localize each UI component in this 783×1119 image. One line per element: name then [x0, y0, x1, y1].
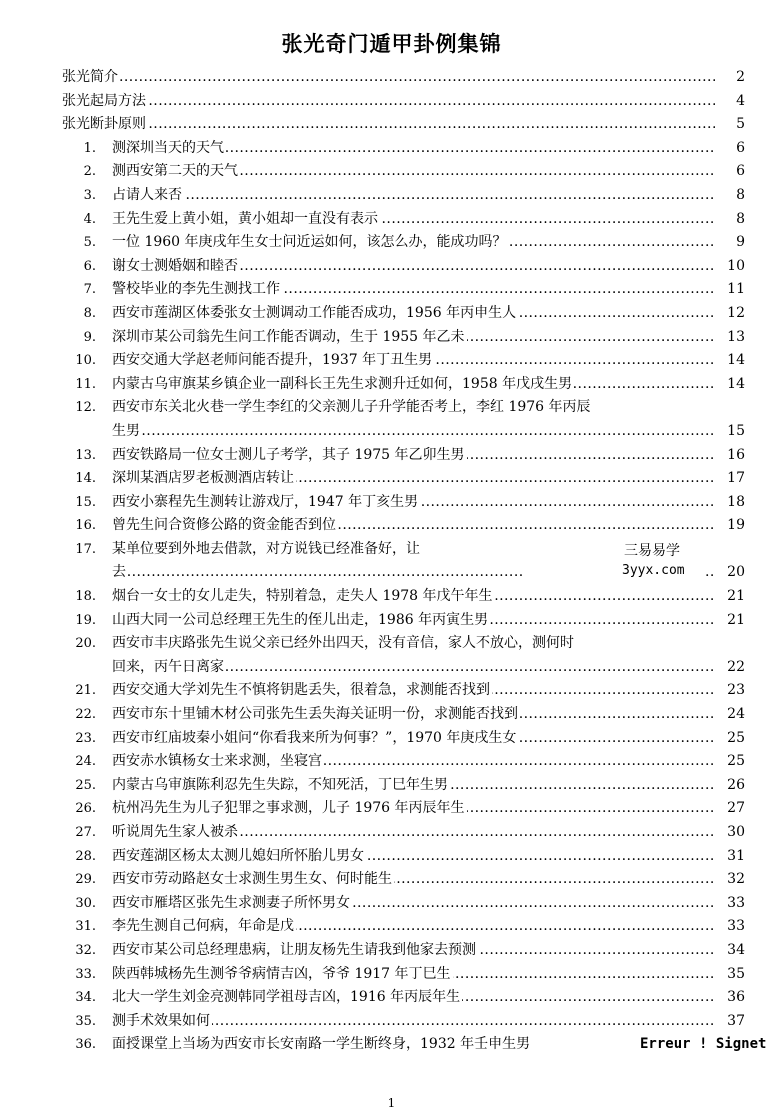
toc-entry-number: 3. [83, 187, 96, 203]
toc-page-number: 6 [715, 137, 745, 161]
toc-entry-text-cont[interactable]: 回来，丙午日离家 [112, 658, 224, 675]
toc-entry-row[interactable] [0, 467, 783, 491]
toc-entry-row[interactable] [0, 491, 783, 515]
toc-entry-number: 1. [83, 140, 96, 156]
toc-error-reference: Erreur ! Signet [640, 1033, 766, 1057]
toc-entry-text[interactable]: 王先生爱上黄小姐，黄小姐却一直没有表示 [112, 210, 378, 227]
toc-entry-body [112, 632, 745, 656]
toc-page-number: 32 [715, 868, 745, 892]
toc-entry-row[interactable] [0, 868, 783, 892]
toc-page-number: 33 [715, 915, 745, 939]
toc-page-number: 20 [715, 561, 745, 585]
toc-page-number: 11 [715, 278, 745, 302]
toc-leader-dots [70, 90, 743, 114]
toc-entry-text[interactable]: 西安交通大学赵老师问能否提升，1937 年丁丑生男 [112, 352, 433, 369]
toc-page-number: 8 [715, 208, 745, 232]
toc-entry-row[interactable] [0, 373, 783, 397]
toc-entry-text[interactable]: 西安市某公司总经理患病，让朋友杨先生请我到他家去预测 [112, 941, 476, 958]
toc-page-number: 37 [715, 1010, 745, 1034]
toc-entry-row[interactable] [0, 821, 783, 845]
toc-entry-text[interactable]: 西安市莲湖区体委张女士测调动工作能否成功，1956 年丙申生人 [112, 304, 517, 321]
toc-entry-row[interactable] [0, 255, 783, 279]
toc-page-number: 36 [715, 986, 745, 1010]
watermark-text: 三易易学 [624, 543, 680, 559]
toc-page-number: 30 [715, 821, 745, 845]
toc-entry-row[interactable] [0, 609, 783, 633]
toc-entry-row[interactable] [0, 1033, 783, 1057]
toc-entry-number: 33. [75, 966, 96, 982]
toc-page-number: 21 [715, 609, 745, 633]
toc-entry-text[interactable]: 深圳市某公司翁先生问工作能否调动，生于 1955 年乙未 [112, 328, 465, 345]
toc-page-number: 2 [715, 66, 745, 90]
toc-entry-number: 25. [75, 777, 96, 793]
document-title: 张光奇门遁甲卦例集锦 [281, 32, 502, 56]
toc-page-number: 35 [715, 963, 745, 987]
toc-page-number: 14 [715, 373, 745, 397]
toc-entry-row[interactable] [0, 797, 783, 821]
toc-entry-row[interactable] [0, 349, 783, 373]
toc-entry-row[interactable] [0, 986, 783, 1010]
toc-entry-row[interactable] [0, 396, 783, 443]
toc-entry-number: 23. [75, 730, 96, 746]
toc-entry-text[interactable]: 北大一学生刘金亮测韩同学祖母吉凶，1916 年丙辰年生 [112, 989, 461, 1006]
toc-page-number: 13 [715, 326, 745, 350]
toc-page-number: 25 [715, 727, 745, 751]
toc-entry-text[interactable]: 深圳某酒店罗老板测酒店转让 [112, 470, 294, 487]
toc-entry-row[interactable] [0, 208, 783, 232]
toc-entry-text[interactable]: 谢女士测婚姻和睦否 [112, 257, 238, 274]
toc-entry-number: 28. [75, 848, 96, 864]
toc-entry-text[interactable]: 西安交通大学刘先生不慎将钥匙丢失，很着急，求测能否找到 [112, 682, 490, 699]
toc-page-number: 19 [715, 514, 745, 538]
toc-entry-number: 4. [83, 211, 96, 227]
toc-leader-dots [112, 420, 743, 444]
toc-entry-text[interactable]: 曾先生问合资修公路的资金能否到位 [112, 517, 336, 534]
toc-section-text[interactable]: 张光简介 [62, 69, 118, 85]
toc-page-number: 24 [715, 703, 745, 727]
toc-entry-number: 13. [75, 447, 96, 463]
toc-entry-text[interactable]: 西安莲湖区杨太太测儿媳妇所怀胎儿男女 [112, 847, 364, 864]
toc-entry-text[interactable]: 面授课堂上当场为西安市长安南路一学生断终身，1932 年壬申生男 [112, 1036, 531, 1053]
toc-entry-number: 17. [75, 541, 96, 557]
toc-page-number: 25 [715, 750, 745, 774]
toc-entry-row[interactable] [0, 302, 783, 326]
toc-entry-text[interactable]: 西安市红庙坡秦小姐问“你看我来所为何事？”，1970 年庚戌生女 [112, 729, 517, 746]
toc-entry-number: 9. [83, 329, 96, 345]
toc-section-row[interactable] [0, 66, 783, 90]
toc-entry-number: 10. [75, 353, 96, 369]
toc-entry-text[interactable]: 一位 1960 年庚戌年生女士问近运如何，该怎么办，能成功吗？ [112, 234, 507, 251]
toc-entry-row[interactable] [0, 703, 783, 727]
toc-entry-row[interactable] [0, 137, 783, 161]
toc-leader-dots [70, 113, 743, 137]
toc-entry-text[interactable]: 西安市东十里铺木材公司张先生丢失海关证明一份，求测能否找到 [112, 706, 518, 723]
toc-entry-row[interactable] [0, 845, 783, 869]
toc-page-number: 14 [715, 349, 745, 373]
toc-entry-number: 35. [75, 1013, 96, 1029]
toc-page-number: 26 [715, 774, 745, 798]
toc-page-number: 34 [715, 939, 745, 963]
toc-entry-number: 21. [75, 683, 96, 699]
toc-entry-row[interactable] [0, 727, 783, 751]
toc-section-text[interactable]: 张光断卦原则 [62, 116, 146, 133]
toc-entry-number: 22. [75, 707, 96, 723]
toc-page-number: 31 [715, 845, 745, 869]
toc-entry-row[interactable] [0, 679, 783, 703]
toc-entry-row[interactable] [0, 915, 783, 939]
toc-entry-text[interactable]: 测手术效果如何 [112, 1012, 210, 1029]
toc-entry-text[interactable]: 西安市东关北火巷一学生李红的父亲测儿子升学能否考上，李红 1976 年丙辰 [112, 399, 591, 416]
toc-entry-number: 32. [75, 942, 96, 958]
toc-page-number: 16 [715, 444, 745, 468]
toc-entry-text[interactable]: 测深圳当天的天气 [112, 139, 224, 156]
toc-entry-row[interactable] [0, 939, 783, 963]
toc-leader-dots [112, 184, 743, 208]
toc-entry-row[interactable] [0, 184, 783, 208]
toc-entry-text[interactable]: 西安市雁塔区张先生求测妻子所怀男女 [112, 894, 350, 911]
toc-section-text[interactable]: 张光起局方法 [62, 92, 146, 109]
watermark-url: 3yyx.com [622, 563, 685, 578]
toc-entry-number: 31. [75, 919, 96, 935]
toc-entry-text[interactable]: 某单位要到外地去借款，对方说钱已经准备好，让 [112, 540, 420, 557]
toc-entry-text[interactable]: 测西安第二天的天气 [112, 163, 238, 180]
toc-page-number: 8 [715, 184, 745, 208]
toc-entry-row[interactable] [0, 326, 783, 350]
toc-entry-row[interactable] [0, 750, 783, 774]
toc-entry-number: 15. [75, 494, 96, 510]
toc-entry-number: 24. [75, 754, 96, 770]
toc-entry-number: 2. [83, 164, 96, 180]
toc-entry-number: 18. [75, 589, 96, 605]
toc-page-number: 22 [715, 656, 745, 680]
toc-entry-text[interactable]: 陕西韩城杨先生测爷爷病情吉凶，爷爷 1917 年丁巳生 [112, 965, 451, 982]
toc-entry-number: 34. [75, 990, 96, 1006]
toc-entry-number: 16. [75, 518, 96, 534]
toc-entry-row[interactable] [0, 1010, 783, 1034]
toc-entry-text[interactable]: 山西大同一公司总经理王先生的侄儿出走，1986 年丙寅生男 [112, 611, 489, 628]
toc-page-number: 23 [715, 679, 745, 703]
toc-entry-text[interactable]: 西安赤水镇杨女士来求测，坐寝宫 [112, 753, 322, 770]
toc-entry-row[interactable] [0, 963, 783, 987]
toc-section-row[interactable] [0, 113, 783, 137]
toc-entry-text[interactable]: 西安小寨程先生测转让游戏厅，1947 年丁亥生男 [112, 493, 419, 510]
toc-entry-text-cont[interactable]: 生男 [112, 422, 140, 439]
toc-entry-text[interactable]: 内蒙古乌审旗陈利忍先生失踪，不知死活，丁巳年生男 [112, 776, 448, 793]
toc-entry-number: 26. [75, 801, 96, 817]
toc-section-row[interactable] [0, 90, 783, 114]
toc-entry-number: 27. [75, 825, 96, 840]
toc-entry-number: 5. [83, 235, 96, 251]
toc-page-number: 12 [715, 302, 745, 326]
toc-entry-text[interactable]: 杭州冯先生为儿子犯罪之事求测，儿子 1976 年丙辰年生 [112, 800, 465, 817]
toc-entry-number: 6. [83, 258, 96, 274]
toc-entry-row[interactable] [0, 444, 783, 468]
toc-page-number: 21 [715, 585, 745, 609]
toc-page-number: 18 [715, 491, 745, 515]
toc-entry-row[interactable] [0, 892, 783, 916]
toc-page-number: 6 [715, 160, 745, 184]
toc-page-number: 15 [715, 420, 745, 444]
toc-entry-text[interactable]: 西安市丰庆路张先生说父亲已经外出四天，没有音信，家人不放心，测何时 [112, 635, 574, 652]
toc-entry-text[interactable]: 西安铁路局一位女士测儿子考学，其子 1975 年乙卯生男 [112, 446, 465, 463]
toc-page-number: 10 [715, 255, 745, 279]
toc-entry-number: 7. [83, 282, 96, 298]
toc-entry-number: 12. [75, 400, 96, 416]
toc-entry-text[interactable]: 烟台一女士的女儿走失，特别着急，走失人 1978 年戊午年生 [112, 588, 493, 605]
toc-page-number: 9 [715, 231, 745, 255]
toc-entry-text[interactable]: 听说周先生家人被杀 [112, 824, 238, 840]
toc-page-number: 17 [715, 467, 745, 491]
toc-entry-text-cont[interactable]: 去 [112, 564, 126, 581]
toc-entry-text[interactable]: 西安市劳动路赵女士求测生男生女、何时能生 [112, 871, 392, 888]
toc-entry-row[interactable] [0, 632, 783, 679]
toc-entry-text[interactable]: 内蒙古乌审旗某乡镇企业一副科长王先生求测升迁如何，1958 年戊戌生男 [112, 375, 573, 392]
toc-page-number: 27 [715, 797, 745, 821]
toc-entry-body [112, 396, 745, 420]
toc-entry-row[interactable] [0, 514, 783, 538]
toc-entry-row[interactable] [0, 585, 783, 609]
page-number: 1 [387, 1096, 396, 1110]
toc-entry-number: 8. [83, 305, 96, 321]
toc-entry-row[interactable] [0, 278, 783, 302]
toc-page-number: 4 [715, 90, 745, 114]
toc-entry-row[interactable] [0, 774, 783, 798]
toc-entry-text[interactable]: 李先生测自己何病，年命是戊 [112, 918, 294, 935]
toc-entry-row[interactable] [0, 160, 783, 184]
toc-entry-number: 36. [75, 1037, 96, 1053]
toc-entry-number: 11. [75, 376, 96, 392]
toc-page-number: 33 [715, 892, 745, 916]
toc-entry-number: 20. [75, 636, 96, 652]
toc-page-number: 5 [715, 113, 745, 137]
toc-entry-number: 29. [75, 872, 96, 888]
toc-entry-text[interactable]: 警校毕业的李先生测找工作 [112, 281, 280, 298]
toc-entry-number: 14. [75, 471, 96, 487]
toc-leader-dots [70, 66, 743, 90]
toc-entry-number: 30. [75, 895, 96, 911]
toc-entry-text[interactable]: 占请人来否 [112, 186, 182, 203]
toc-entry-row[interactable] [0, 231, 783, 255]
toc-entry-number: 19. [75, 612, 96, 628]
